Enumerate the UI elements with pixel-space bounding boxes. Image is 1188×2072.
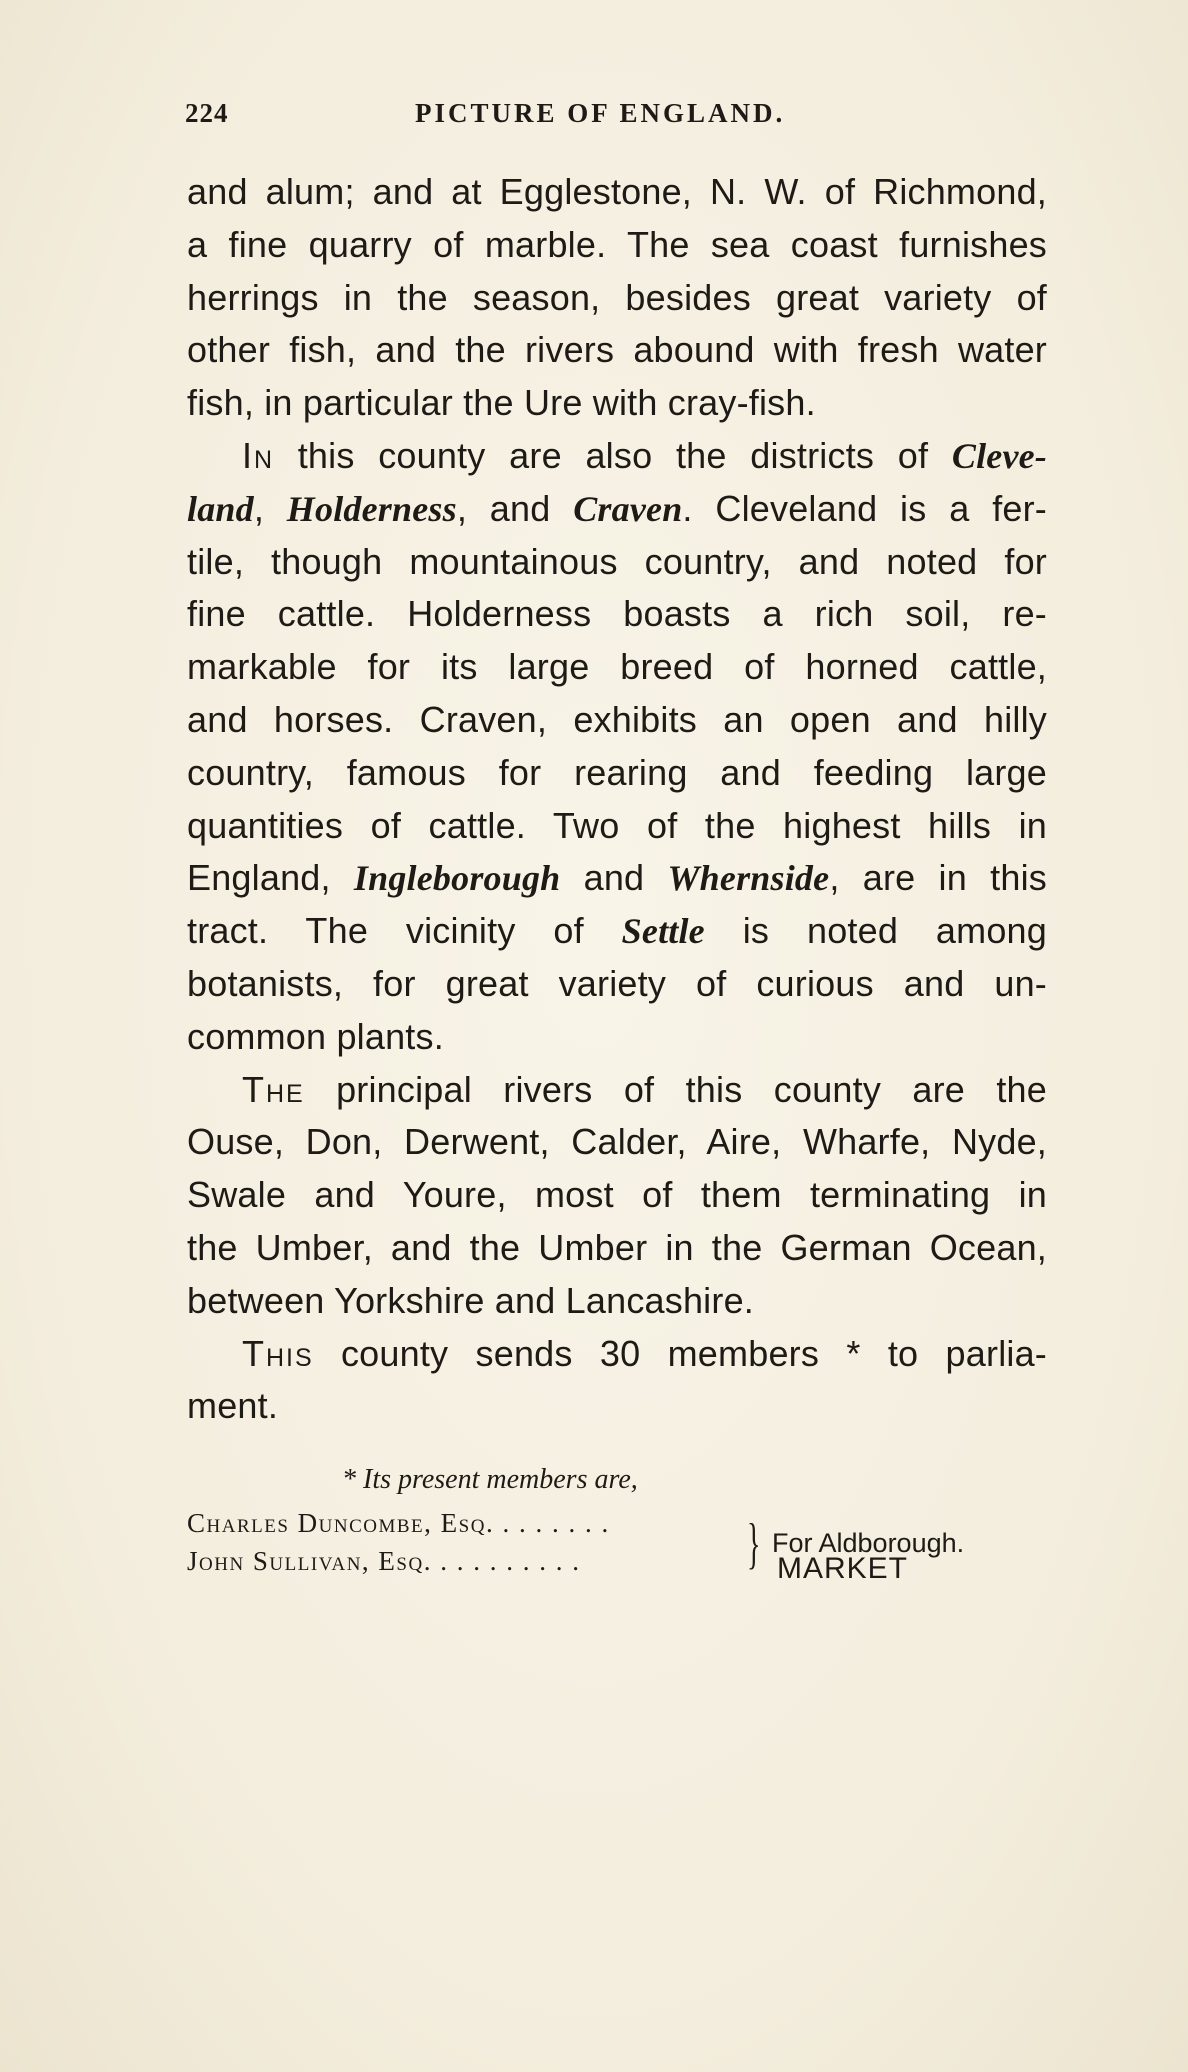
running-title: PICTURE OF ENGLAND.: [415, 98, 786, 128]
paragraph-lead: This: [242, 1332, 314, 1374]
text-line: country, famous for rearing and feeding large: [187, 751, 1047, 793]
text-line: England, Ingleborough and Whernside, are in this: [187, 857, 1047, 899]
text-line: Ouse, Don, Derwent, Calder, Aire, Wharfe, Nyde,: [187, 1121, 1047, 1163]
text-line: and horses. Craven, exhibits an open and hilly: [187, 698, 1047, 740]
page-number: 224: [185, 98, 229, 128]
place-name: Settle: [621, 911, 705, 952]
text-line: quantities of cattle. Two of the highest hills in: [187, 804, 1047, 846]
brace-icon: }: [747, 1513, 761, 1575]
text-line: common plants.: [187, 1015, 444, 1057]
paragraph-first-line: This county sends 30 members * to parlia-: [242, 1332, 1047, 1374]
place-name: Whernside: [667, 858, 830, 899]
text-line: tract. The vicinity of Settle is noted among: [187, 910, 1047, 952]
text-line: other fish, and the rivers abound with fresh water: [187, 329, 1047, 371]
text-line: and alum; and at Egglestone, N. W. of Richmond,: [187, 171, 1047, 212]
paragraph-first-line: In this county are also the districts of Cleve-: [242, 434, 1047, 476]
constituency: For Aldborough.: [772, 1528, 965, 1558]
text-line: a fine quarry of marble. The sea coast furnishes: [187, 223, 1047, 265]
text-line: botanists, for great variety of curious and un-: [187, 962, 1047, 1004]
catchword: MARKET: [777, 1552, 909, 1585]
place-name: Craven: [573, 488, 683, 529]
place-name: Ingleborough: [353, 858, 561, 899]
member-name: Charles Duncombe, Esq. . . . . . . .: [187, 1508, 610, 1538]
text-line: the Umber, and the Umber in the German Ocean,: [187, 1226, 1047, 1268]
text-line: land, Holderness, and Craven. Cleveland is a fer-: [187, 487, 1047, 529]
text-line: markable for its large breed of horned cattle,: [187, 646, 1047, 688]
text-line: fish, in particular the Ure with cray-fish.: [187, 382, 816, 424]
footnote-intro: * Its present members are,: [342, 1464, 638, 1495]
text-line: ment.: [187, 1385, 279, 1427]
place-name: Holderness: [286, 488, 457, 529]
paragraph-lead: The: [242, 1068, 305, 1110]
text-line: tile, though mountainous country, and noted for: [187, 540, 1047, 582]
text-line: between Yorkshire and Lancashire.: [187, 1279, 754, 1321]
member-name: John Sullivan, Esq. . . . . . . . . .: [187, 1546, 581, 1576]
page-header: [185, 98, 885, 138]
text-line: herrings in the season, besides great variety of: [187, 276, 1047, 318]
body-text: [187, 166, 1047, 1433]
paragraph-lead: In: [242, 434, 275, 476]
place-name: Cleve-: [951, 435, 1047, 476]
text-line: fine cattle. Holderness boasts a rich soil, re-: [187, 593, 1047, 635]
paragraph-first-line: The principal rivers of this county are the: [242, 1068, 1047, 1110]
member-list: [187, 1502, 1047, 1586]
footnote: [187, 1458, 1047, 1586]
text-line: Swale and Youre, most of them terminating in: [187, 1174, 1047, 1216]
